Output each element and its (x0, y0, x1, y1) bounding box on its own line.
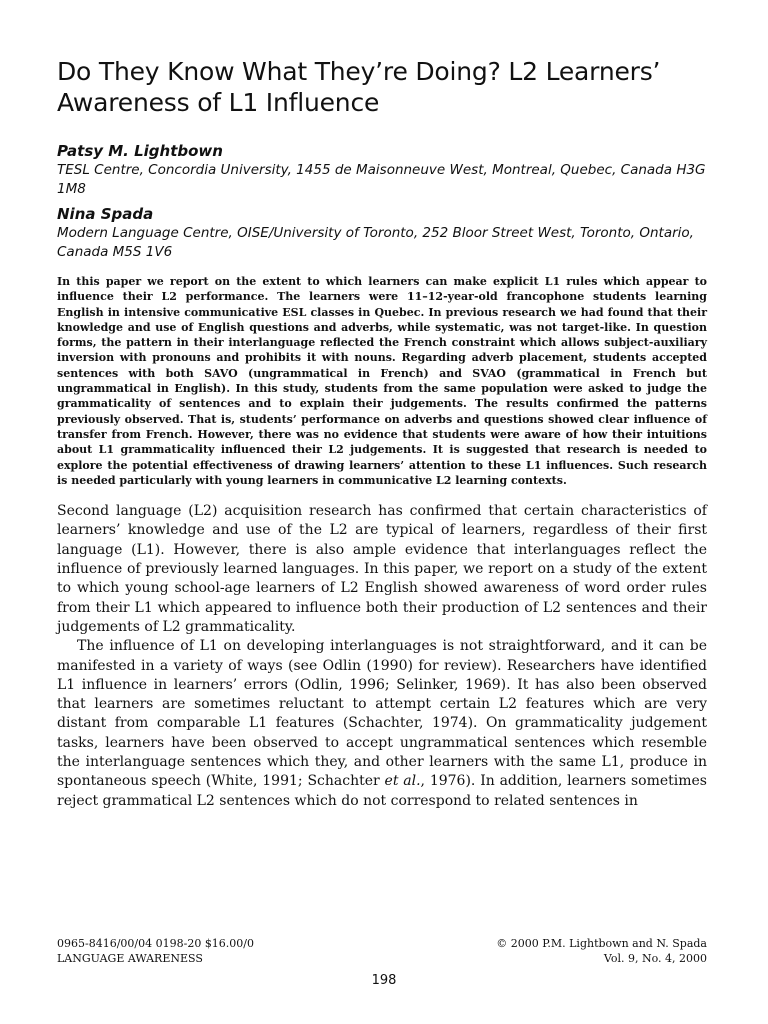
body-paragraph-1: Second language (L2) acquisition research has confirmed that certain characteristics of learners’ knowledge and use of the L2 are typical of learners, regardless of their first language (L1). However, there is also ample evidence that interlanguages reflect the influence of previously learned languages. In this paper, we report on a study of the extent to which young school-age learners of L2 English showed awareness of word order rules from their L1 which appeared to influence both their production of L2 sentences and their judgements of L2 grammaticality. (57, 503, 707, 635)
page-number: 198 (371, 973, 397, 988)
author-block-2 (57, 205, 707, 262)
paper-page (57, 56, 707, 811)
body-text (57, 502, 707, 811)
abstract: In this paper we report on the extent to which learners can make explicit L1 rules which appear to influence their L2 performance. The learners were 11–12-year-old francophone students learning English in intensive communicative ESL classes in Quebec. In previous research we had found that their knowledge and use of English questions and adverbs, while systematic, was not target-like. In question forms, the pattern in their interlanguage reflected the French constraint which allows subject-auxiliary inversion with pronouns and prohibits it with nouns. Regarding adverb placement, students accepted sentences with both SAVO (ungrammatical in French) and SVAO (grammatical in French but ungrammatical in English). In this study, students from the same population were asked to judge the grammaticality of sentences and to explain their judgements. The results confirmed the patterns previously observed. That is, students’ performance on adverbs and questions showed clear influence of transfer from French. However, there was no evidence that students were aware of how their intuitions about L1 grammaticality influenced their L2 judgements. It is suggested that research is needed to explore the potential effectiveness of drawing learners’ attention to these L1 influences. Such research is needed particularly with young learners in communicative L2 learning contexts. (57, 275, 707, 487)
author-affiliation: Modern Language Centre, OISE/University of Toronto, 252 Bloor Street West, Toronto, Ontario, Canada M5S 1V6 (57, 225, 694, 260)
author-block-1 (57, 142, 707, 199)
body-text-run: , 1976). In addition, learners sometimes reject grammatical L2 sentences which do not correspond to related sentences in (57, 773, 707, 809)
issn-code: 0965-8416/00/04 0198-20 $16.00/0 (57, 937, 255, 950)
copyright-notice: © 2000 P.M. Lightbown and N. Spada (496, 937, 707, 950)
body-italic-run: et al. (384, 773, 421, 790)
journal-name: LANGUAGE AWARENESS (57, 952, 203, 965)
page-footer (57, 936, 707, 966)
body-text-run: The influence of L1 on developing interlanguages is not straightforward, and it can be manifested in a variety of ways (see Odlin (1990) for review). Researchers have identified L1 influence in learners’ errors (Odlin, 1996; Selinker, 1969). It has also been observed that learners are sometimes reluctant to attempt certain L2 features which are very distant from comparable L1 features (Schachter, 1974). On grammaticality judgement tasks, learners have been observed to accept ungrammatical sentences which resemble the interlanguage sentences which they, and other learners with the same L1, produce in spontaneous speech (White, 1991; Schachter (57, 638, 707, 790)
author-name: Nina Spada (57, 205, 154, 223)
body-paragraph-2 (57, 637, 707, 811)
author-name: Patsy M. Lightbown (57, 142, 223, 160)
volume-info: Vol. 9, No. 4, 2000 (603, 952, 707, 965)
author-affiliation: TESL Centre, Concordia University, 1455 de Maisonneuve West, Montreal, Quebec, Canada H3G 1M8 (57, 162, 706, 197)
paper-title: Do They Know What They’re Doing? L2 Learners’ Awareness of L1 Influence (57, 57, 661, 117)
